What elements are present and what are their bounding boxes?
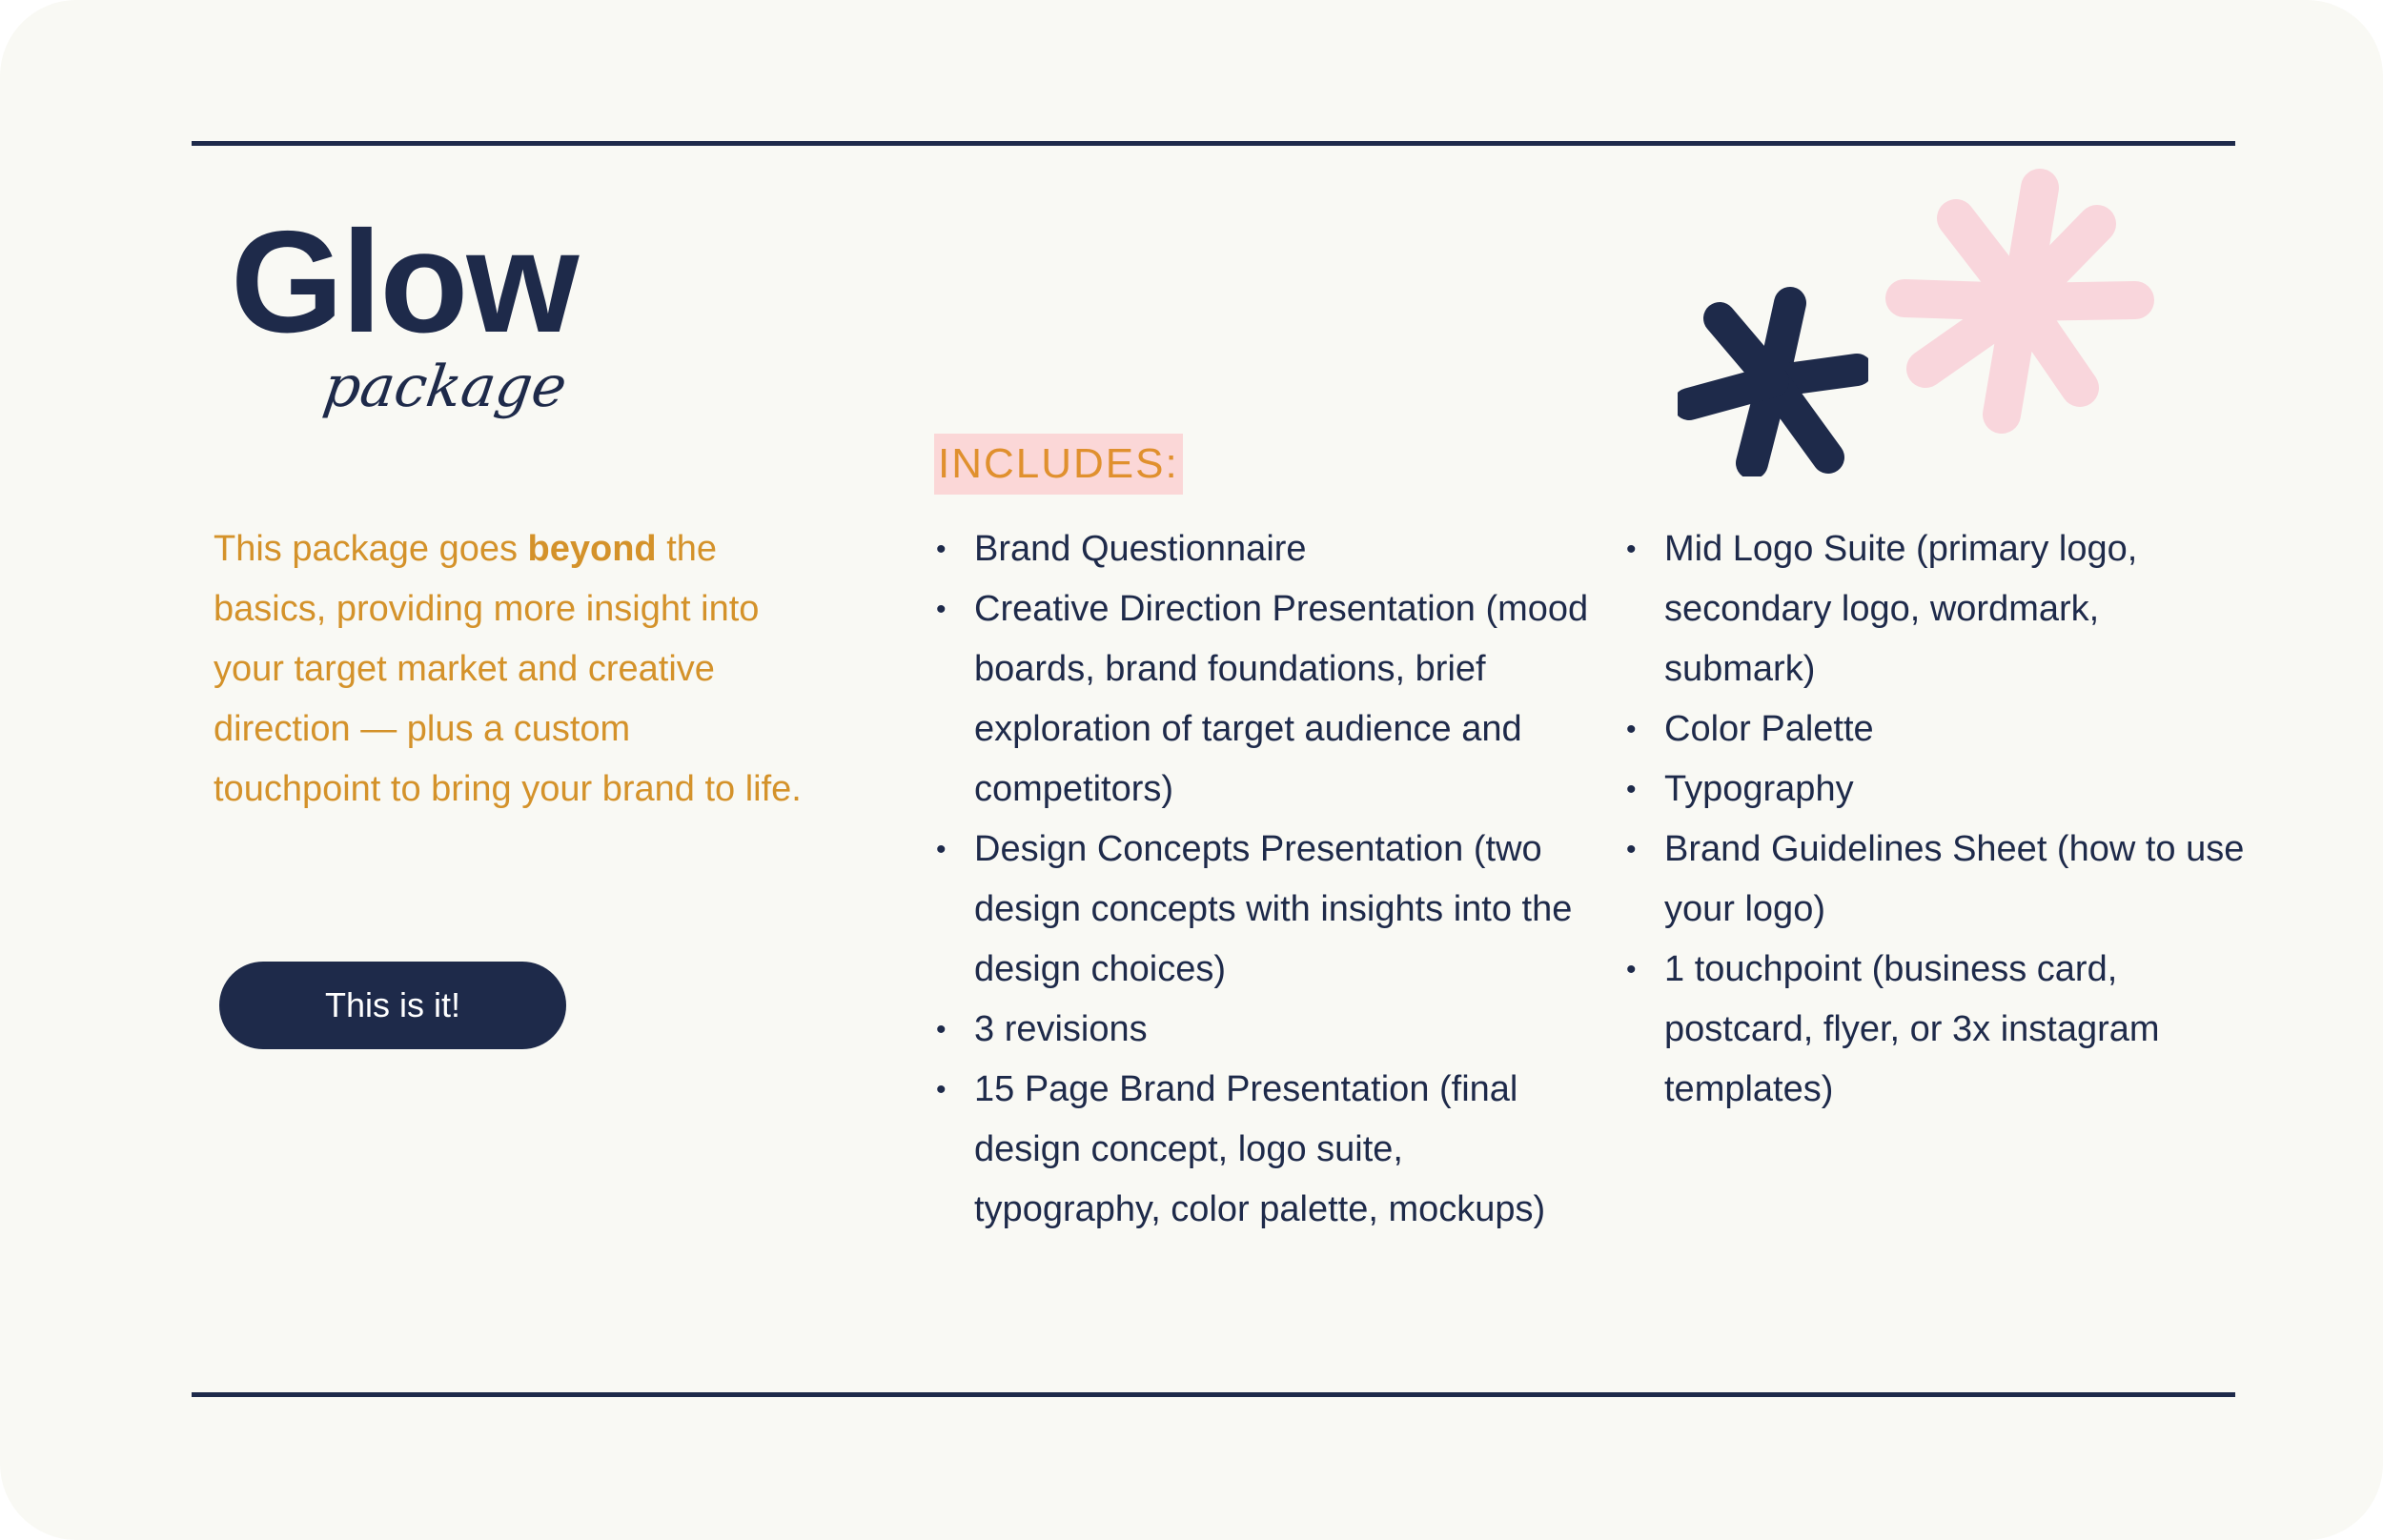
list-item: • Mid Logo Suite (primary logo, secondary logo, wordmark, submark) xyxy=(1624,519,2253,699)
list-item: • Brand Questionnaire xyxy=(934,519,1592,579)
includes-heading: INCLUDES: xyxy=(934,434,1183,495)
includes-list-left xyxy=(934,519,1592,1240)
bottom-divider xyxy=(192,1392,2235,1397)
list-item: • Design Concepts Presentation (two design concepts with insights into the design choices) xyxy=(934,820,1592,1000)
list-item: • Creative Direction Presentation (mood boards, brand foundations, brief exploration of target audience and competitors) xyxy=(934,579,1592,820)
list-item: • 3 revisions xyxy=(934,1000,1592,1060)
list-item: • Brand Guidelines Sheet (how to use your logo) xyxy=(1624,820,2253,940)
description-rest: the basics, providing more insight into your target market and creative direction — plus a custom touchpoint to bring your brand to life. xyxy=(214,529,802,809)
package-subtitle: package xyxy=(319,354,571,420)
package-title: Glow xyxy=(231,201,578,363)
description-intro: This package goes xyxy=(214,529,528,569)
description-emphasis: beyond xyxy=(527,529,657,569)
asterisk-icon xyxy=(1883,167,2159,434)
list-item: • 1 touchpoint (business card, postcard, flyer, or 3x instagram templates) xyxy=(1624,940,2253,1120)
this-is-it-button[interactable]: This is it! xyxy=(219,962,566,1049)
top-divider xyxy=(192,141,2235,146)
asterisk-icon xyxy=(1678,286,1868,476)
list-item: • Color Palette xyxy=(1624,699,2253,760)
list-item: • Typography xyxy=(1624,760,2253,820)
includes-list-right xyxy=(1624,519,2253,1120)
list-item: • 15 Page Brand Presentation (final design concept, logo suite, typography, color palette, mockups) xyxy=(934,1060,1592,1240)
package-description xyxy=(214,519,805,820)
